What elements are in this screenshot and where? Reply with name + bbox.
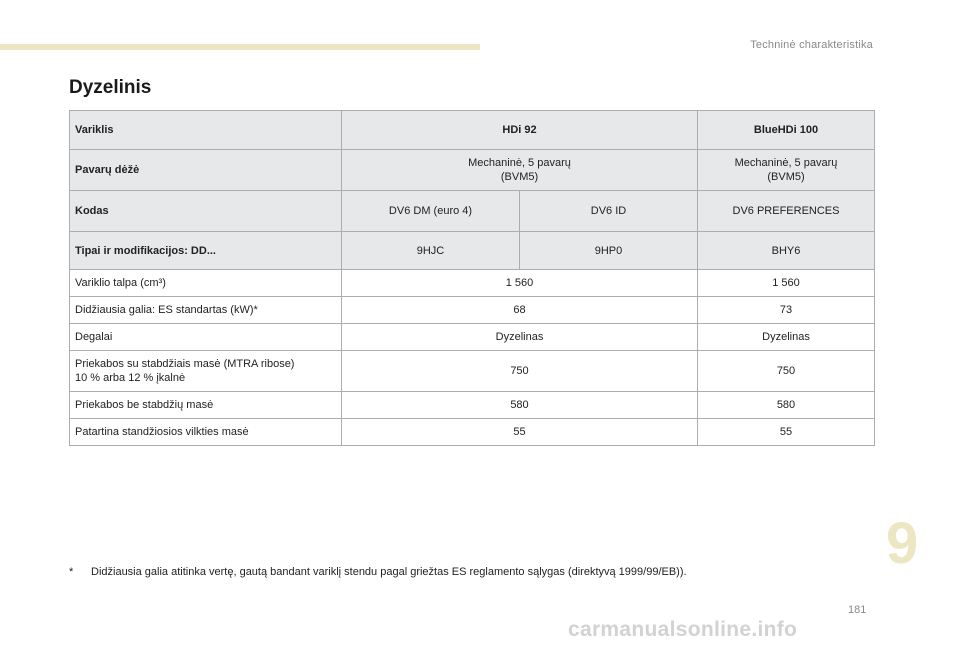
type-cell: BHY6	[698, 232, 875, 270]
table-header-row	[70, 111, 875, 150]
header-hdi-92: HDi 92	[342, 111, 698, 150]
gearbox-bluehdi-100: Mechaninė, 5 pavarų (BVM5)	[698, 150, 875, 191]
row-value-bluehdi-100: 55	[698, 419, 875, 446]
code-cell: DV6 PREFERENCES	[698, 191, 875, 232]
table-row	[70, 351, 875, 392]
chapter-color-bar	[0, 44, 480, 50]
gearbox-hdi-92: Mechaninė, 5 pavarų (BVM5)	[342, 150, 698, 191]
row-value-bluehdi-100: 580	[698, 392, 875, 419]
row-label: Degalai	[70, 324, 342, 351]
row-value-bluehdi-100: Dyzelinas	[698, 324, 875, 351]
row-label: Priekabos be stabdžių masė	[70, 392, 342, 419]
code-label: Kodas	[70, 191, 342, 232]
row-label: Patartina standžiosios vilkties masė	[70, 419, 342, 446]
gearbox-row	[70, 150, 875, 191]
row-value-bluehdi-100: 750	[698, 351, 875, 392]
footnote-text: Didžiausia galia atitinka vertę, gautą bandant variklį stendu pagal griežtas ES reglamento sąlygas (direktyvą 1999/99/EB)).	[91, 566, 687, 578]
row-value-hdi-92: Dyzelinas	[342, 324, 698, 351]
row-value-hdi-92: 55	[342, 419, 698, 446]
type-label: Tipai ir modifikacijos: DD...	[70, 232, 342, 270]
row-value-bluehdi-100: 73	[698, 297, 875, 324]
row-value-hdi-92: 580	[342, 392, 698, 419]
header-engine-label: Variklis	[70, 111, 342, 150]
row-value-hdi-92: 68	[342, 297, 698, 324]
type-cell: 9HP0	[520, 232, 698, 270]
row-label: Variklio talpa (cm³)	[70, 270, 342, 297]
chapter-title: Techninė charakteristika	[750, 39, 873, 51]
code-row	[70, 191, 875, 232]
table-row	[70, 297, 875, 324]
watermark: carmanualsonline.info	[568, 618, 798, 641]
code-cell: DV6 DM (euro 4)	[342, 191, 520, 232]
footnote-marker: *	[69, 566, 74, 578]
type-row	[70, 232, 875, 270]
table-row	[70, 324, 875, 351]
code-cell: DV6 ID	[520, 191, 698, 232]
type-cell: 9HJC	[342, 232, 520, 270]
table-row	[70, 270, 875, 297]
table-row	[70, 392, 875, 419]
row-label: Didžiausia galia: ES standartas (kW)*	[70, 297, 342, 324]
row-value-bluehdi-100: 1 560	[698, 270, 875, 297]
row-value-hdi-92: 1 560	[342, 270, 698, 297]
section-title: Dyzelinis	[69, 77, 152, 98]
page-number: 181	[848, 604, 867, 616]
engine-spec-table	[69, 110, 875, 446]
footnote	[69, 566, 687, 578]
chapter-number: 9	[886, 511, 919, 576]
row-label: Priekabos su stabdžiais masė (MTRA ribose) 10 % arba 12 % įkalnė	[70, 351, 342, 392]
row-value-hdi-92: 750	[342, 351, 698, 392]
gearbox-label: Pavarų dėžė	[70, 150, 342, 191]
table-row	[70, 419, 875, 446]
header-bluehdi-100: BlueHDi 100	[698, 111, 875, 150]
